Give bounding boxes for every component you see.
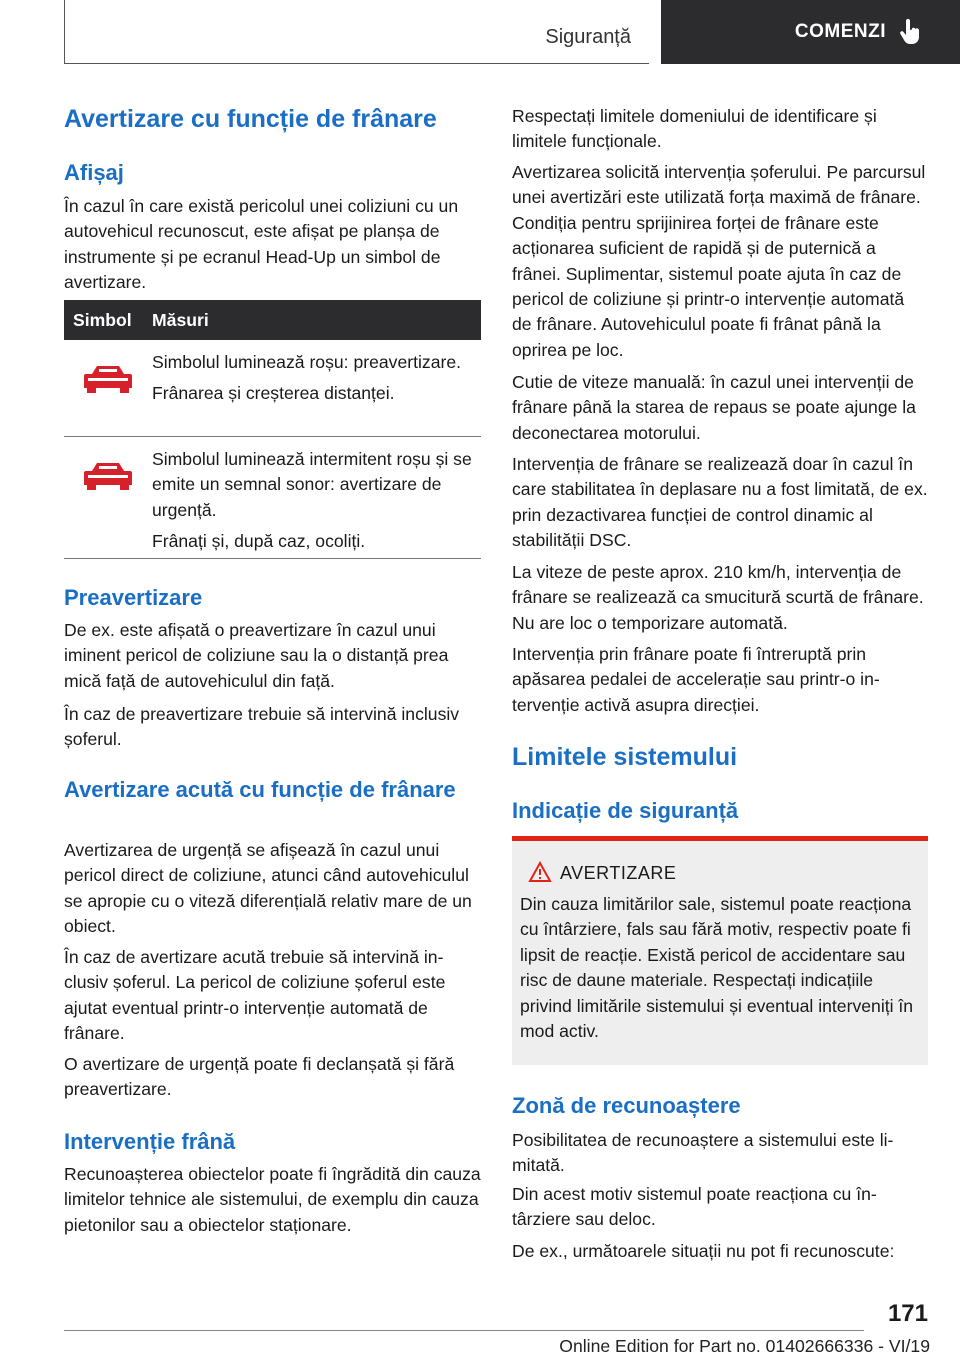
header-bottom-rule xyxy=(64,63,649,64)
header-tab-comenzi[interactable] xyxy=(661,0,960,64)
limite-heading: Limitele sistemului xyxy=(512,743,738,771)
right-p6: Intervenția prin frânare poate fi întreruptă prin apăsarea pedalei de accelerație sau printr-o intervenție activă asupra direcției. xyxy=(512,644,880,715)
indicatie-heading: Indicație de siguranță xyxy=(512,798,739,823)
table-row2-line1: Simbolul luminează intermitent roșu și se emite un semnal sonor: avertizare de urgență. xyxy=(152,449,472,520)
footer-rule xyxy=(64,1330,864,1331)
right-p5: La viteze de peste aprox. 210 km/h, intervenția de frânare se realizează ca smucitură scurtă de frânare. Nu are loc o temporizare automată. xyxy=(512,562,924,633)
afisaj-text: În cazul în care există pericolul unei coliziuni cu un autovehicul recunoscut, este afișat pe planșa de instrumente și pe ecranul Head-Up un simbol de avertizare. xyxy=(64,196,459,293)
edition-text: Online Edition for Part no. 01402666336 - VI/19 xyxy=(559,1336,930,1356)
table-row1-line1: Simbolul luminează roșu: preavertizare. xyxy=(152,352,462,372)
car-warning-icon xyxy=(82,364,134,394)
right-p3: Cutie de viteze manuală: în cazul unei intervenții de frânare până la starea de repaus se poate ajunge la deconectarea motorului. xyxy=(512,372,916,443)
right-p1: Respectați limitele domeniului de identificare și limitele funcționale. xyxy=(512,106,877,152)
warning-text: Din cauza limitărilor sale, sistemul poate reacționa cu întârziere, fals sau fără motiv, respectiv poate fi lipsit de reacție. Există pericol de accidentare sau risc de daune materiale. Respectați indicațiile privind limitările sistemului și eventual interveniți în mod activ. xyxy=(520,894,914,1042)
car-warning-flashing-icon xyxy=(82,461,134,491)
table-header-measures: Măsuri xyxy=(152,309,209,330)
zona-p3: De ex., următoarele situații nu pot fi recunoscute: xyxy=(512,1241,895,1261)
preavertizare-p1: De ex. este afișată o preavertizare în cazul unui iminent pericol de coliziune sau la o distanță prea mică față de autovehiculul din față. xyxy=(64,620,449,691)
preavertizare-p2: În caz de preavertizare trebuie să intervină inclusiv șoferul. xyxy=(64,704,460,750)
section-title: Avertizare cu funcție de frânare xyxy=(64,105,437,133)
warning-triangle-icon xyxy=(528,861,552,883)
acuta-heading: Avertizare acută cu funcție de frânare xyxy=(64,777,456,802)
table-row1-line2: Frânarea și creșterea distanței. xyxy=(152,383,395,404)
acuta-p1: Avertizarea de urgență se afișează în cazul unui pericol direct de coliziune, atunci când autovehiculul se apropie cu o viteză diferențială relativ mare de un obiect. xyxy=(64,840,472,937)
afisaj-heading: Afișaj xyxy=(64,160,124,185)
header-section-title: Siguranță xyxy=(545,26,631,48)
zona-heading: Zonă de recunoaștere xyxy=(512,1093,741,1118)
right-p2: Avertizarea solicită intervenția șoferului. Pe parcursul unei avertizări este utilizată forța maximă de frânare. Condiția pentru sprijinirea forței de frânare este acționarea suficient de rapidă și de puternică a frânei. Suplimentar, sistemul poate ajuta în caz de pericol de coliziune și printr-o intervenție automată de frânare. Autovehiculul poate fi frânat până la oprirea pe loc. xyxy=(512,162,926,360)
table-header xyxy=(64,300,481,340)
interventie-p1: Recunoașterea obiectelor poate fi îngrădită din cauza limitelor tehnice ale sistemului, de exemplu din cauza pietonilor sau a obiectelor staționare. xyxy=(64,1164,481,1235)
symbol-table xyxy=(64,300,481,559)
page-number: 171 xyxy=(887,1300,928,1327)
header-tab-label: COMENZI xyxy=(794,21,886,42)
zona-p2: Din acest motiv sistemul poate reacționa cu întârziere sau deloc. xyxy=(512,1184,877,1230)
warning-box xyxy=(512,836,928,1065)
acuta-p3: O avertizare de urgență poate fi declanșată și fără preavertizare. xyxy=(64,1054,455,1100)
interventie-heading: Intervenție frână xyxy=(64,1129,236,1154)
hand-pointer-icon xyxy=(900,19,922,45)
right-p4: Intervenția de frânare se realizează doar în cazul în care stabilitatea în deplasare nu a fost limitată, de ex. prin dezactivarea funcției de control dinamic al stabilității DSC. xyxy=(512,454,928,551)
zona-p1: Posibilitatea de recunoaștere a sistemului este limitată. xyxy=(512,1130,894,1176)
table-header-symbol: Simbol xyxy=(73,309,132,330)
acuta-p2: În caz de avertizare acută trebuie să intervină inclusiv șoferul. La pericol de coliziune șoferul este ajutat eventual printr-o intervenție automată de frânare. xyxy=(64,947,446,1044)
warning-title: AVERTIZARE xyxy=(560,863,677,883)
table-row xyxy=(64,340,481,437)
table-row2-line2: Frânați și, după caz, ocoliți. xyxy=(152,531,366,552)
table-row xyxy=(64,437,481,559)
preavertizare-heading: Preavertizare xyxy=(64,585,203,610)
